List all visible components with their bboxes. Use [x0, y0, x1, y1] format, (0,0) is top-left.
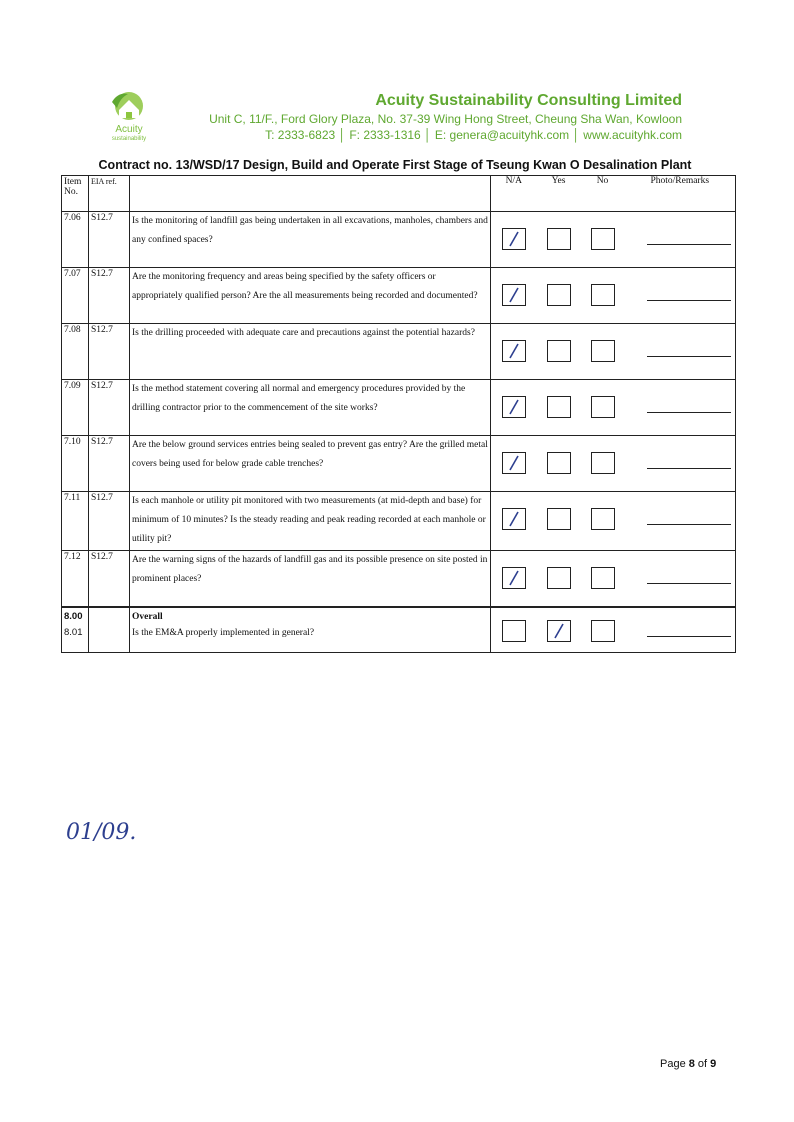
page-prefix: Page — [660, 1058, 689, 1070]
yes-cell — [537, 380, 581, 436]
yes-cell — [537, 551, 581, 607]
na-checkbox[interactable] — [502, 228, 526, 250]
contract-title: Contract no. 13/WSD/17 Design, Build and Operate First Stage of Tseung Kwan O Desalination Plant — [98, 158, 692, 172]
na-checkbox[interactable] — [502, 508, 526, 530]
item-number: 7.10 — [62, 436, 89, 492]
remarks-input-line[interactable] — [647, 510, 731, 525]
table-header-row — [62, 176, 736, 212]
no-checkbox[interactable] — [591, 508, 615, 530]
no-cell — [581, 212, 625, 268]
remarks-input-line[interactable] — [647, 454, 731, 469]
header-remarks: Photo/Remarks — [625, 176, 736, 212]
overall-heading: Overall — [132, 611, 163, 622]
na-checkbox[interactable] — [502, 284, 526, 306]
header-no: No — [581, 176, 625, 212]
page-middle: of — [694, 1058, 711, 1070]
remarks-cell — [625, 607, 736, 653]
table-row — [62, 492, 736, 551]
remarks-cell — [625, 324, 736, 380]
remarks-cell — [625, 212, 736, 268]
logo-subtext: sustainability — [111, 136, 147, 142]
na-checkbox[interactable] — [502, 567, 526, 589]
eia-ref: S12.7 — [89, 380, 130, 436]
no-cell — [581, 551, 625, 607]
yes-checkbox[interactable] — [547, 284, 571, 306]
company-address: Unit C, 11/F., Ford Glory Plaza, No. 37-39 Wing Hong Street, Cheung Sha Wan, Kowloon — [209, 112, 682, 126]
na-cell — [491, 492, 537, 551]
page-total: 9 — [710, 1058, 717, 1070]
question-text: Is each manhole or utility pit monitored with two measurements (at mid-depth and base) for minimum of 10 minutes? Is the steady reading and peak reading recorded at each manhole or utility pit? — [130, 492, 491, 551]
item-number: 7.06 — [62, 212, 89, 268]
overall-section-number: 8.00 — [64, 610, 83, 622]
remarks-cell — [625, 436, 736, 492]
remarks-input-line[interactable] — [647, 286, 731, 301]
no-checkbox[interactable] — [591, 340, 615, 362]
question-text: Is the monitoring of landfill gas being undertaken in all excavations, manholes, chambers and any confined spaces? — [130, 212, 491, 268]
no-checkbox[interactable] — [591, 567, 615, 589]
yes-cell — [537, 492, 581, 551]
na-cell — [491, 436, 537, 492]
header-question — [130, 176, 491, 212]
question-text: Is the drilling proceeded with adequate care and precautions against the potential hazards? — [130, 324, 491, 380]
eia-ref: S12.7 — [89, 212, 130, 268]
overall-question-cell — [130, 607, 491, 653]
overall-no-cell — [581, 607, 625, 653]
na-checkbox[interactable] — [502, 396, 526, 418]
eia-ref: S12.7 — [89, 268, 130, 324]
na-checkbox[interactable] — [502, 452, 526, 474]
overall-yes-checkbox[interactable] — [547, 620, 571, 642]
no-cell — [581, 324, 625, 380]
no-cell — [581, 380, 625, 436]
remarks-cell — [625, 551, 736, 607]
no-checkbox[interactable] — [591, 228, 615, 250]
table-row — [62, 268, 736, 324]
yes-checkbox[interactable] — [547, 567, 571, 589]
company-contact: T: 2333-6823 │ F: 2333-1316 │ E: genera@acuityhk.com │ www.acuityhk.com — [265, 128, 682, 142]
question-text: Are the monitoring frequency and areas being specified by the safety officers or appropriately qualified person? Are the all measurements being recorded and documented? — [130, 268, 491, 324]
overall-na-checkbox[interactable] — [502, 620, 526, 642]
na-cell — [491, 324, 537, 380]
page-current: 8 — [688, 1058, 695, 1070]
item-number: 7.07 — [62, 268, 89, 324]
yes-cell — [537, 324, 581, 380]
header-yes: Yes — [537, 176, 581, 212]
no-cell — [581, 268, 625, 324]
remarks-input-line[interactable] — [647, 398, 731, 413]
no-cell — [581, 492, 625, 551]
header-eia-ref: EIA ref. — [89, 176, 130, 212]
handwritten-date: 01/09. — [66, 820, 137, 845]
overall-eia-ref — [89, 607, 130, 653]
remarks-input-line[interactable] — [647, 230, 731, 245]
eia-ref: S12.7 — [89, 492, 130, 551]
remarks-cell — [625, 380, 736, 436]
question-text: Is the method statement covering all normal and emergency procedures provided by the drilling contractor prior to the commencement of the site works? — [130, 380, 491, 436]
na-cell — [491, 268, 537, 324]
table-row — [62, 551, 736, 607]
overall-row — [62, 607, 736, 653]
table-row — [62, 436, 736, 492]
na-cell — [491, 380, 537, 436]
remarks-input-line[interactable] — [647, 569, 731, 584]
remarks-input-line[interactable] — [647, 342, 731, 357]
overall-item-cell — [62, 607, 89, 653]
na-cell — [491, 212, 537, 268]
company-name: Acuity Sustainability Consulting Limited — [375, 92, 682, 109]
table-row — [62, 380, 736, 436]
checklist-table — [61, 175, 736, 653]
yes-checkbox[interactable] — [547, 396, 571, 418]
header-item: Item No. — [62, 176, 89, 212]
logo-text: Acuity — [115, 124, 143, 135]
overall-na-cell — [491, 607, 537, 653]
eia-ref: S12.7 — [89, 324, 130, 380]
eia-ref: S12.7 — [89, 551, 130, 607]
yes-checkbox[interactable] — [547, 228, 571, 250]
item-number: 7.12 — [62, 551, 89, 607]
overall-item-number: 8.01 — [64, 626, 83, 638]
overall-question-text: Is the EM&A properly implemented in general? — [132, 627, 315, 638]
yes-checkbox[interactable] — [547, 340, 571, 362]
no-checkbox[interactable] — [591, 396, 615, 418]
item-number: 7.11 — [62, 492, 89, 551]
yes-cell — [537, 212, 581, 268]
table-row — [62, 324, 736, 380]
question-text: Are the warning signs of the hazards of landfill gas and its possible presence on site posted in prominent places? — [130, 551, 491, 607]
item-number: 7.09 — [62, 380, 89, 436]
na-checkbox[interactable] — [502, 340, 526, 362]
no-checkbox[interactable] — [591, 452, 615, 474]
item-number: 7.08 — [62, 324, 89, 380]
yes-cell — [537, 436, 581, 492]
question-text: Are the below ground services entries being sealed to prevent gas entry? Are the grilled metal covers being used for below grade cable trenches? — [130, 436, 491, 492]
yes-checkbox[interactable] — [547, 508, 571, 530]
overall-yes-cell — [537, 607, 581, 653]
eia-ref: S12.7 — [89, 436, 130, 492]
header-na: N/A — [491, 176, 537, 212]
yes-cell — [537, 268, 581, 324]
remarks-cell — [625, 268, 736, 324]
no-cell — [581, 436, 625, 492]
no-checkbox[interactable] — [591, 284, 615, 306]
page-footer — [660, 1058, 716, 1070]
overall-no-checkbox[interactable] — [591, 620, 615, 642]
remarks-input-line[interactable] — [647, 622, 731, 637]
yes-checkbox[interactable] — [547, 452, 571, 474]
na-cell — [491, 551, 537, 607]
table-row — [62, 212, 736, 268]
remarks-cell — [625, 492, 736, 551]
